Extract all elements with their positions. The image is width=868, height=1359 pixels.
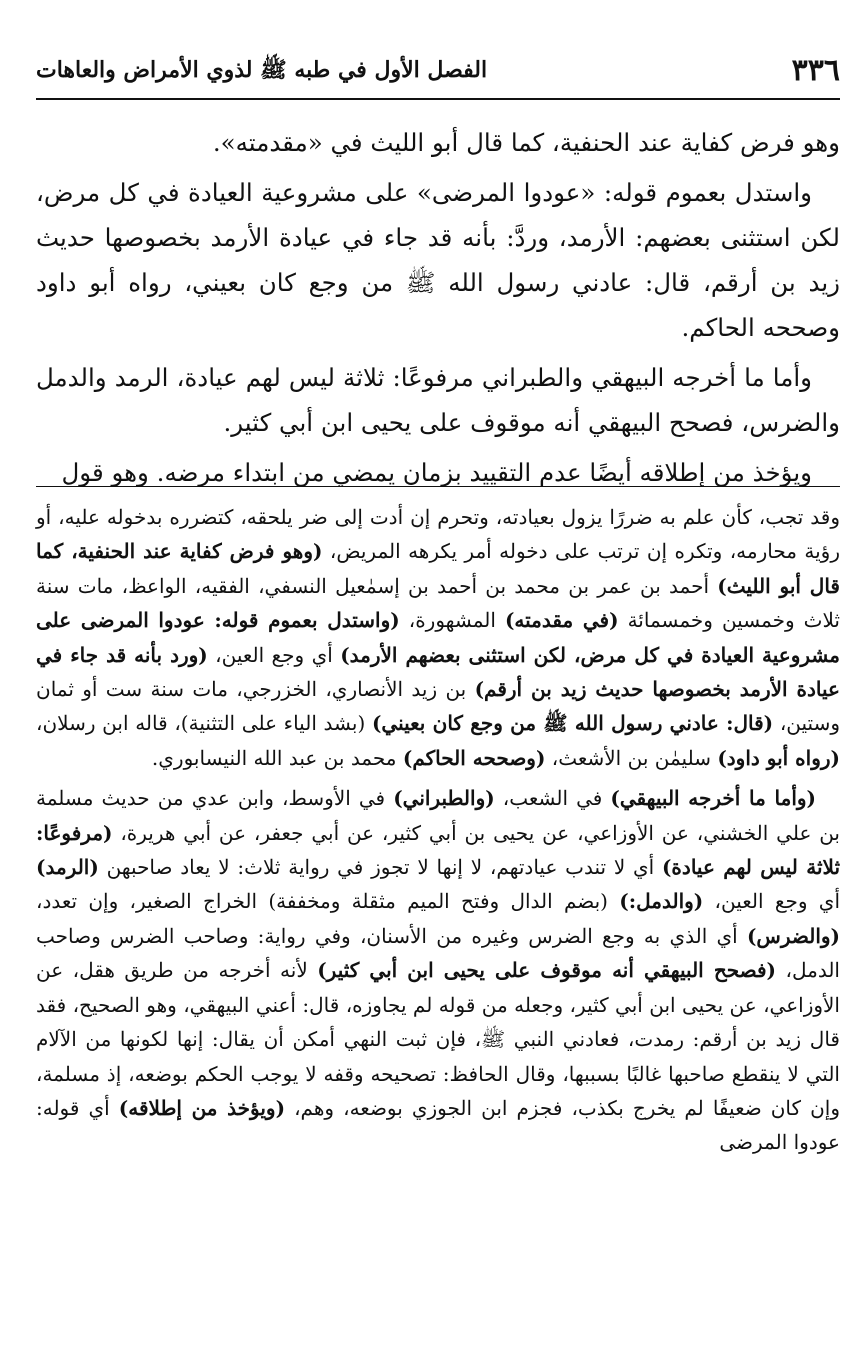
running-title: الفصل الأول في طبه ﷺ لذوي الأمراض والعاهات [36, 57, 488, 83]
commentary-quote: (وأما ما أخرجه البيهقي) [610, 786, 817, 811]
commentary-quote: (ورد بأنه قد جاء في عيادة الأرمد بخصوصها حديث زيد بن أرقم) [36, 642, 840, 702]
commentary-text-run: محمد بن عبد الله النيسابوري. [151, 745, 403, 770]
commentary-text-run: بن زيد الأنصاري، الخزرجي، مات سنة ست أو ثمان وستين، [36, 677, 840, 736]
commentary-text-run: لأنه أخرجه من طريق هقل، عن الأوزاعي، عن يحيى ابن أبي كثير، وجعله من قوله لم يجاوزه، قال: أعني البيهقي، وهو الصحيح، فقد قال زيد بن أرقم: رمدت، فعادني النبي ﷺ، فإن ثبت النهي أمكن أن يقال: إنها لكونها من الآلام التي لا ينقطع صاحبها غالبًا بسببها، وقال الحافظ: تصحيحه وقفه لا يوجب الحكم بوضعه، إذ مسلمة، وإن كان ضعيفًا لم يخرج بكذب، فجزم ابن الجوزي بوضعه، وهم، [36, 958, 840, 1120]
commentary-quote: (الرمد) [36, 855, 99, 880]
commentary-paragraph [36, 500, 840, 775]
commentary-quote: (والضرس) [746, 923, 840, 948]
commentary-text-run: أي وجع العين، [703, 889, 841, 914]
commentary-text-run: المشهورة، [399, 608, 505, 633]
commentary-text-run: أي وجع العين، [207, 642, 341, 667]
page-header [36, 52, 840, 100]
commentary-quote: (والطبراني) [393, 786, 495, 811]
commentary-text-run: سليمٰن بن الأشعث، [545, 745, 718, 770]
commentary-text-run: أحمد بن عمر بن محمد بن أحمد بن إسمٰعيل النسفي، الفقيه، الواعظ، مات سنة ثلاث وخمسين وخمسمائة [36, 573, 840, 633]
commentary-quote: (رواه أبو داود) [717, 745, 840, 770]
commentary-quote: (وهو فرض كفاية عند الحنفية، كما قال أبو الليث) [36, 539, 840, 598]
commentary-text-run: في الأوسط، وابن عدي من حديث مسلمة بن علي الخشني، عن الأوزاعي، عن يحيى بن أبي كثير، عن أبي جعفر، عن أبي هريرة، [36, 786, 840, 845]
page-number: ٣٣٦ [791, 53, 840, 88]
commentary-quote: (واستدل بعموم قوله: عودوا المرضى على مشروعية العيادة في كل مرض، لكن استثنى بعضهم الأرمد) [36, 608, 840, 667]
footnote-divider [36, 486, 840, 487]
commentary-quote: (فصحح البيهقي أنه موقوف على يحيى ابن أبي كثير) [317, 958, 777, 983]
commentary-quote: (ويؤخذ من إطلاقه) [118, 1095, 286, 1120]
main-text [36, 120, 840, 500]
commentary-text-run: أي الذي به وجع الضرس وغيره من الأسنان، وفي رواية: وصاحب الضرس وصاحب الدمل، [36, 923, 840, 983]
commentary-text-run: (بضم الدال وفتح الميم مثقلة ومخففة) الخراج الصغير، وإن تعدد، [36, 889, 620, 914]
commentary-text-run: (بشد الياء على التثنية)، قاله ابن رسلان، [36, 711, 372, 736]
commentary-quote: (مرفوعًا: ثلاثة ليس لهم عيادة) [36, 820, 841, 880]
main-paragraph: وهو فرض كفاية عند الحنفية، كما قال أبو الليث في «مقدمته». [212, 128, 840, 157]
commentary-text-run: أي لا تندب عيادتهم، لا إنها لا تجوز في رواية ثلاث: لا يعاد صاحبهن [98, 855, 662, 880]
commentary-text [36, 500, 840, 1166]
main-paragraph: واستدل بعموم قوله: «عودوا المرضى» على مشروعية العيادة في كل مرض، لكن استثنى بعضهم: الأرمد، وردَّ: بأنه قد جاء في عيادة الأرمد بخصوصها حديث زيد بن أرقم، قال: عادني رسول الله ﷺ من وجع كان بعيني، رواه أبو داود وصححه الحاكم. [36, 178, 840, 342]
commentary-quote: (وصححه الحاكم) [402, 745, 546, 770]
main-paragraph: وأما ما أخرجه البيهقي والطبراني مرفوعًا: ثلاثة ليس لهم عيادة، الرمد والدمل والضرس، فصحح البيهقي أنه موقوف على يحيى ابن أبي كثير. [36, 363, 840, 437]
commentary-quote: (قال: عادني رسول الله ﷺ من وجع كان بعيني) [371, 711, 774, 736]
commentary-quote: (والدمل:) [619, 889, 704, 914]
commentary-quote: (في مقدمته) [504, 608, 619, 633]
commentary-text-run: أي قوله: عودوا المرضى [36, 1095, 840, 1155]
main-paragraph: ويؤخذ من إطلاقه أيضًا عدم التقييد بزمان يمضي من ابتداء مرضه. وهو قول [61, 458, 812, 487]
commentary-text-run: في الشعب، [494, 786, 611, 811]
commentary-paragraph [36, 781, 840, 1159]
commentary-text-run: وقد تجب، كأن علم به ضررًا يزول بعيادته، وتحرم إن أدت إلى ضر يلحقه، كتضرره بدخوله عليه، أو رؤية محارمه، وتكره إن ترتب على دخوله أمر يكرهه المريض، [36, 505, 840, 564]
